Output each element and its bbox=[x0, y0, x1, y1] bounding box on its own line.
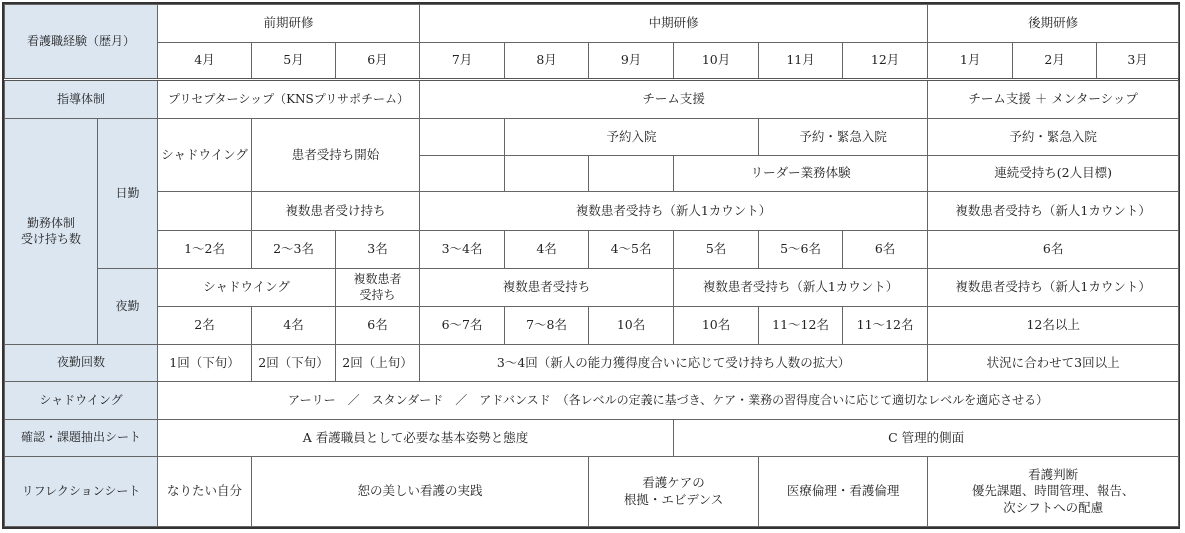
night-count-apr-text: 1回（下旬） bbox=[158, 345, 252, 382]
month-may: 5月 bbox=[252, 43, 336, 80]
reflection-evidence: 看護ケアの 根拠・エビデンス bbox=[589, 457, 759, 527]
check-sheet-c: C 管理的側面 bbox=[674, 420, 1179, 457]
month-aug: 8月 bbox=[505, 43, 589, 80]
day-count-apr: 1～2名 bbox=[158, 231, 252, 269]
night-count-jun-text: 2回（上旬） bbox=[336, 345, 420, 382]
day-shift-label: 日勤 bbox=[98, 119, 158, 269]
reflection-ideal-self: なりたい自分 bbox=[158, 457, 252, 527]
night-count-late: 12名以上 bbox=[928, 307, 1179, 345]
day-count-may: 2～3名 bbox=[252, 231, 336, 269]
month-dec: 12月 bbox=[843, 43, 928, 80]
schedule-grid bbox=[4, 4, 1179, 527]
period-mid: 中期研修 bbox=[420, 5, 928, 43]
day-reserved-admission: 予約入院 bbox=[505, 119, 759, 156]
check-sheet-a: A 看護職員として必要な基本姿勢と態度 bbox=[158, 420, 674, 457]
night-count-sep: 10名 bbox=[589, 307, 674, 345]
night-count-apr: 2名 bbox=[158, 307, 252, 345]
night-multi-mid: 複数患者受持ち bbox=[420, 269, 674, 307]
duty-label: 勤務体制 受け持ち数 bbox=[5, 119, 98, 345]
night-count-nov: 11～12名 bbox=[759, 307, 843, 345]
day-multi-mid: 複数患者受持ち（新人1カウント） bbox=[420, 192, 928, 231]
day-empty-jul-top bbox=[420, 119, 505, 156]
day-multi-late: 複数患者受持ち（新人1カウント） bbox=[928, 192, 1179, 231]
night-count-jun: 6名 bbox=[336, 307, 420, 345]
guidance-label: 指導体制 bbox=[5, 80, 158, 119]
night-count-label: 夜勤回数 bbox=[5, 345, 158, 382]
night-count-late-text: 状況に合わせて3回以上 bbox=[928, 345, 1179, 382]
night-shift-label: 夜勤 bbox=[98, 269, 158, 345]
reflection-ethics: 医療倫理・看護倫理 bbox=[759, 457, 928, 527]
training-schedule-table bbox=[2, 2, 1180, 529]
month-jun: 6月 bbox=[336, 43, 420, 80]
guidance-early: プリセプターシップ（KNSプリサポチーム） bbox=[158, 80, 420, 119]
day-count-aug: 4名 bbox=[505, 231, 589, 269]
day-leader-experience: リーダー業務体験 bbox=[674, 156, 928, 192]
day-continuous: 連続受持ち(2人目標) bbox=[928, 156, 1179, 192]
month-oct: 10月 bbox=[674, 43, 759, 80]
reflection-practice: 恕の美しい看護の実践 bbox=[252, 457, 589, 527]
day-empty-jul-bottom bbox=[420, 156, 505, 192]
day-multi-early: 複数患者受け持ち bbox=[252, 192, 420, 231]
day-count-nov: 5～6名 bbox=[759, 231, 843, 269]
shadowing-row-label: シャドウイング bbox=[5, 382, 158, 420]
day-count-late: 6名 bbox=[928, 231, 1179, 269]
reflection-label: リフレクションシート bbox=[5, 457, 158, 527]
month-nov: 11月 bbox=[759, 43, 843, 80]
night-multi-count-mid: 複数患者受持ち（新人1カウント） bbox=[674, 269, 928, 307]
night-count-oct: 10名 bbox=[674, 307, 759, 345]
night-shadowing: シャドウイング bbox=[158, 269, 336, 307]
guidance-mid: チーム支援 bbox=[420, 80, 928, 119]
day-count-sep: 4～5名 bbox=[589, 231, 674, 269]
night-count-may: 4名 bbox=[252, 307, 336, 345]
month-mar: 3月 bbox=[1097, 43, 1179, 80]
night-count-jul: 6～7名 bbox=[420, 307, 505, 345]
night-multi-june: 複数患者 受持ち bbox=[336, 269, 420, 307]
month-jul: 7月 bbox=[420, 43, 505, 80]
day-reserved-emergency-late: 予約・緊急入院 bbox=[928, 119, 1179, 156]
shadowing-levels: アーリー ／ スタンダード ／ アドバンスド （各レベルの定義に基づき、ケア・業務の習得度合いに応じて適切なレベルを適応させる） bbox=[158, 382, 1179, 420]
month-jan: 1月 bbox=[928, 43, 1013, 80]
experience-header: 看護職経験（歴月） bbox=[5, 5, 158, 80]
day-reserved-emergency-mid: 予約・緊急入院 bbox=[759, 119, 928, 156]
night-multi-count-late: 複数患者受持ち（新人1カウント） bbox=[928, 269, 1179, 307]
day-count-dec: 6名 bbox=[843, 231, 928, 269]
day-empty-sep-bottom bbox=[589, 156, 674, 192]
day-count-jun: 3名 bbox=[336, 231, 420, 269]
month-feb: 2月 bbox=[1013, 43, 1097, 80]
day-start-patients: 患者受持ち開始 bbox=[252, 119, 420, 192]
night-count-dec: 11～12名 bbox=[843, 307, 928, 345]
night-count-may-text: 2回（下旬） bbox=[252, 345, 336, 382]
reflection-judgment: 看護判断 優先課題、時間管理、報告、 次シフトへの配慮 bbox=[928, 457, 1179, 527]
night-count-mid-text: 3～4回（新人の能力獲得度合いに応じて受け持ち人数の拡大） bbox=[420, 345, 928, 382]
check-sheet-label: 確認・課題抽出シート bbox=[5, 420, 158, 457]
month-apr: 4月 bbox=[158, 43, 252, 80]
day-count-jul: 3～4名 bbox=[420, 231, 505, 269]
day-empty-apr-multi bbox=[158, 192, 252, 231]
period-late: 後期研修 bbox=[928, 5, 1179, 43]
day-shadowing: シャドウイング bbox=[158, 119, 252, 192]
day-count-oct: 5名 bbox=[674, 231, 759, 269]
guidance-late: チーム支援 ＋ メンターシップ bbox=[928, 80, 1179, 119]
month-sep: 9月 bbox=[589, 43, 674, 80]
night-count-aug: 7～8名 bbox=[505, 307, 589, 345]
period-early: 前期研修 bbox=[158, 5, 420, 43]
day-empty-aug-bottom bbox=[505, 156, 589, 192]
